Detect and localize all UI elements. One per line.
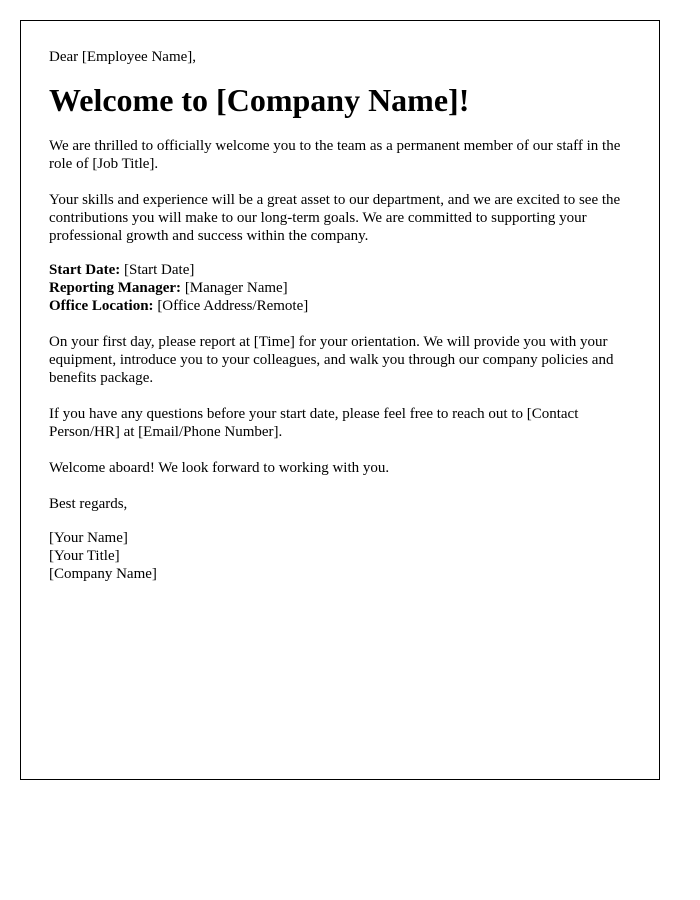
- questions-paragraph: If you have any questions before your start date, please feel free to reach out to [Contact Person/HR] at [Email/Phone Number].: [49, 406, 579, 440]
- reporting-manager-label: Reporting Manager:: [49, 280, 182, 296]
- office-location-label: Office Location:: [49, 298, 154, 314]
- signer-company: [Company Name]: [49, 566, 157, 582]
- start-date-row: [49, 261, 631, 279]
- first-day-paragraph: On your first day, please report at [Time] for your orientation. We will provide you with your equipment, introduce you to your colleagues, and walk you through our company policies and benefits package.: [49, 334, 614, 386]
- skills-paragraph: Your skills and experience will be a great asset to our department, and we are excited to see the contributions you will make to our long-term goals. We are committed to supporting your professional growth and success within the company.: [49, 192, 621, 244]
- salutation: Dear [Employee Name],: [49, 49, 197, 65]
- closing: Best regards,: [49, 496, 128, 512]
- start-date-label: Start Date:: [49, 262, 121, 278]
- signature-block: [49, 529, 631, 583]
- start-date-value: [Start Date]: [120, 262, 195, 278]
- intro-paragraph: We are thrilled to officially welcome you to the team as a permanent member of our staff in the role of [Job Title].: [49, 138, 621, 172]
- reporting-manager-value: [Manager Name]: [181, 280, 288, 296]
- letter-heading: Welcome to [Company Name]!: [49, 82, 470, 118]
- welcome-aboard-paragraph: Welcome aboard! We look forward to working with you.: [49, 460, 390, 476]
- office-location-row: [49, 297, 631, 315]
- signer-title: [Your Title]: [49, 548, 120, 564]
- employment-details: [49, 261, 631, 315]
- office-location-value: [Office Address/Remote]: [153, 298, 309, 314]
- letter-page: [20, 20, 660, 780]
- signer-name: [Your Name]: [49, 530, 128, 546]
- reporting-manager-row: [49, 279, 631, 297]
